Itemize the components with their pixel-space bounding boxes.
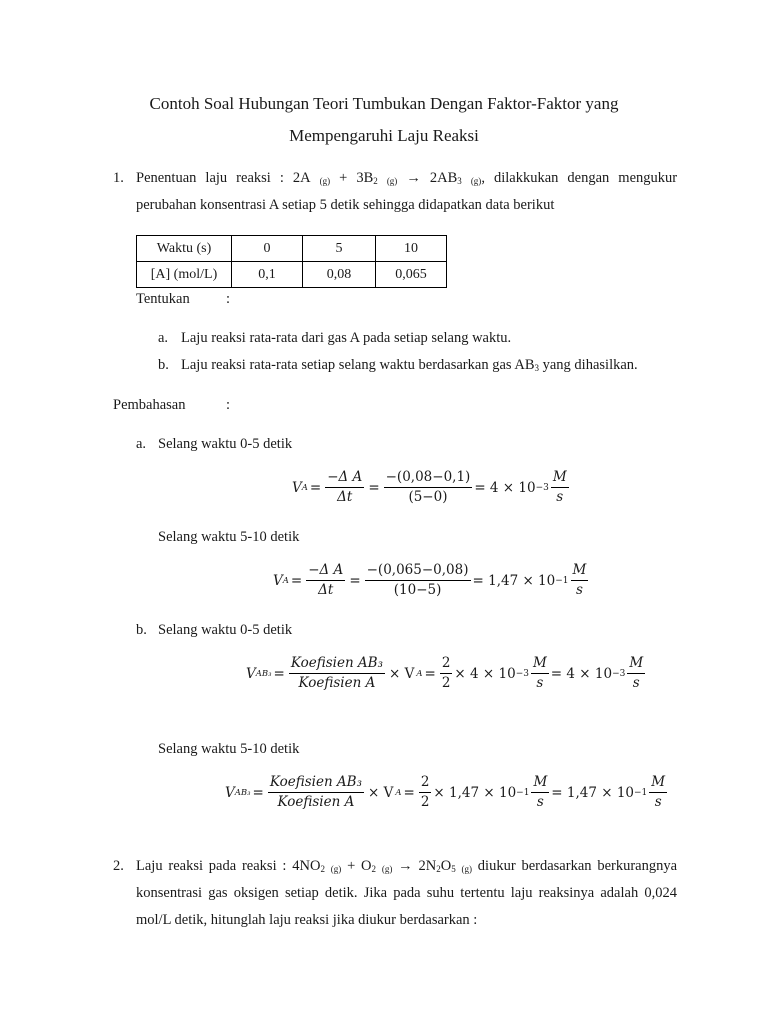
table-cell: Waktu (s) xyxy=(137,236,232,262)
equation-2: V A = $\frac{\text{−Δ A}}{\Delta t}$ = $\frac{-(0,065-0,08)}{(10-5)}$ = 1,47 × 10 −1 $\frac{M}{s}$ xyxy=(273,562,587,598)
question-1-line2: perubahan konsentrasi A setiap 5 detik sehingga didapatkan data berikut xyxy=(136,197,555,213)
part-b-label: b. xyxy=(136,622,147,638)
part-a-label: a. xyxy=(136,436,147,452)
table-row xyxy=(137,236,447,262)
table-cell: 0,065 xyxy=(376,262,447,288)
table-row xyxy=(137,262,447,288)
question-2-line3: mol/L detik, hitunglah laju reaksi jika diukur berdasarkan : xyxy=(136,912,478,928)
equation-4: V AB₃ = $\frac{\text{Koefisien AB₃}}{\text{Koefisien A}}$ × V A = $\frac{2}{2}$ × 1,47 × 10 −1 $\frac{M}{s}$ = 1,47 × 10 −1 $\frac{M}{s}$ xyxy=(225,774,666,810)
tentukan-label: Tentukan xyxy=(136,291,190,307)
question-2-number: 2. xyxy=(113,858,124,874)
task-a-label: a. xyxy=(158,330,169,346)
equation-1: V A = $\frac{\text{−Δ A}}{\Delta t}$ = $\frac{-(0,08-0,1)}{(5-0)}$ = 4 × 10 −3 $\frac{M}{s}$ xyxy=(292,469,567,505)
part-b-interval1: Selang waktu 0-5 detik xyxy=(158,622,293,638)
question-1-number: 1. xyxy=(113,170,124,186)
table-cell: 0 xyxy=(232,236,303,262)
pembahasan-colon: : xyxy=(226,397,231,413)
part-a-interval1: Selang waktu 0-5 detik xyxy=(158,436,293,452)
task-b-text: Laju reaksi rata-rata setiap selang waktu berdasarkan gas $AB_3$ yang dihasilkan. xyxy=(181,357,638,373)
part-a-interval2: Selang waktu 5-10 detik xyxy=(158,529,300,545)
task-a-text: Laju reaksi rata-rata dari gas A pada setiap selang waktu. xyxy=(181,330,512,346)
tentukan-colon: : xyxy=(226,291,231,307)
question-1-line1: Penentuan laju reaksi : 2A $_{(g)} + 3B_2$ $_{(g)} \to 2AB_3$ $_{(g)}$, dilakkukan dengan mengukur xyxy=(136,170,678,186)
data-table xyxy=(136,235,447,288)
table-cell: [A] (mol/L) xyxy=(137,262,232,288)
page-title-line1: Contoh Soal Hubungan Teori Tumbukan Dengan Faktor-Faktor yang xyxy=(149,94,619,113)
part-b-interval2: Selang waktu 5-10 detik xyxy=(158,741,300,757)
table-cell: 0,08 xyxy=(303,262,376,288)
question-2-line2: konsentrasi gas oksigen setiap detik. Jika pada suhu tertentu laju reaksinya adalah 0,024 xyxy=(136,885,677,901)
task-b-label: b. xyxy=(158,357,169,373)
table-cell: 0,1 xyxy=(232,262,303,288)
question-2-line1: Laju reaksi pada reaksi : $4NO_2$ $_{(g)} + O_2$ $_{(g)} \to 2N_2O_5$ $_{(g)}$ diukur berdasarkan berkurangnya xyxy=(136,858,678,874)
pembahasan-label: Pembahasan xyxy=(113,397,186,413)
equation-3: V AB₃ = $\frac{\text{Koefisien AB₃}}{\text{Koefisien A}}$ × V A = $\frac{2}{2}$ × 4 × 10 −3 $\frac{M}{s}$ = 4 × 10 −3 $\frac{M}{s}$ xyxy=(246,655,644,691)
table-cell: 5 xyxy=(303,236,376,262)
table-cell: 10 xyxy=(376,236,447,262)
page-title-line2: Mempengaruhi Laju Reaksi xyxy=(289,126,479,145)
